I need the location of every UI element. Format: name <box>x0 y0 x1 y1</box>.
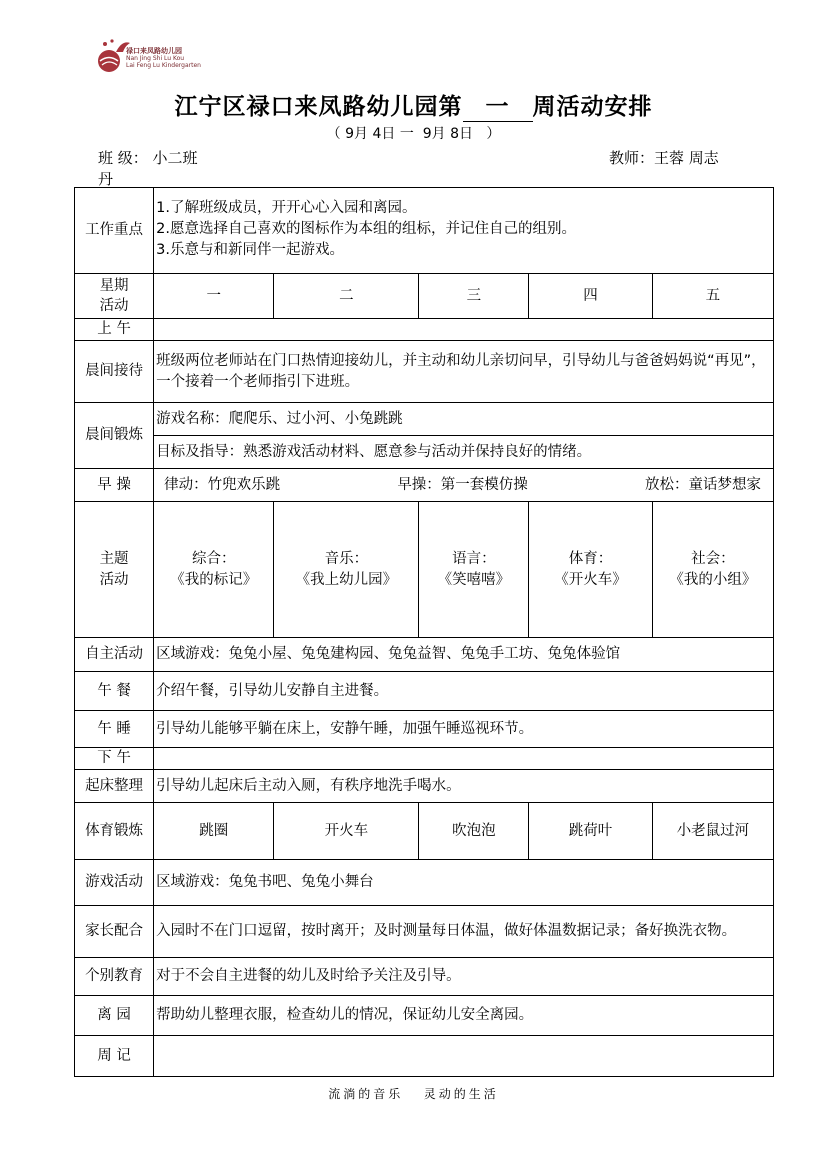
pe-label: 体育锻炼 <box>75 803 154 860</box>
table-row <box>75 906 774 958</box>
theme-subject: 语言： <box>452 550 496 567</box>
table-row <box>75 770 774 803</box>
weekday-label-top: 星期 <box>99 278 129 294</box>
theme-title: 《我的小组》 <box>669 571 757 588</box>
table-row <box>75 672 774 711</box>
game-label: 游戏活动 <box>75 860 154 906</box>
pm-empty <box>154 748 774 770</box>
theme-title: 《我上幼儿园》 <box>295 571 398 588</box>
table-row <box>75 188 774 274</box>
notes-label: 周 记 <box>75 1036 154 1077</box>
weekday-mon: 一 <box>154 274 274 319</box>
leave-text: 帮助幼儿整理衣服，检查幼儿的情况，保证幼儿安全离园。 <box>154 996 774 1036</box>
pe-tue: 开火车 <box>274 803 419 860</box>
parent-label: 家长配合 <box>75 906 154 958</box>
week-number: 一 <box>463 88 533 122</box>
theme-subject: 体育： <box>568 550 613 567</box>
weekday-label-bottom: 活动 <box>99 298 129 314</box>
nap-text: 引导幼儿能够平躺在床上，安静午睡，加强午睡巡视环节。 <box>154 711 774 748</box>
theme-label <box>75 502 154 638</box>
wake-text: 引导幼儿起床后主动入厕，有秩序地洗手喝水。 <box>154 770 774 803</box>
parent-text: 入园时不在门口逗留，按时离开；及时测量每日体温，做好体温数据记录；备好换洗衣物。 <box>154 906 774 958</box>
theme-wed <box>419 502 529 638</box>
table-row <box>75 958 774 996</box>
class-info: 班 级： 小二班 <box>98 149 198 167</box>
title-suffix: 周活动安排 <box>532 94 653 120</box>
teacher-info-wrap: 丹 <box>98 170 114 188</box>
morning-exercise-content <box>154 469 774 502</box>
pm-label: 下 午 <box>75 748 154 770</box>
theme-title: 《笑嘻嘻》 <box>437 571 511 588</box>
logo-name-cn: 禄口来凤路幼儿园 <box>126 47 182 55</box>
notes-text <box>154 1036 774 1077</box>
table-row <box>75 502 774 638</box>
arrival-label: 晨间接待 <box>75 341 154 403</box>
focus-item: 3.乐意与和新同伴一起游戏。 <box>156 242 344 258</box>
date-range: （ 9月 4日 一 9月 8日 ） <box>326 126 501 142</box>
morning-exercise-rhythm: 律动：竹兜欢乐跳 <box>164 476 281 493</box>
table-row <box>75 996 774 1036</box>
focus-label: 工作重点 <box>75 188 154 274</box>
am-label: 上 午 <box>75 319 154 341</box>
morning-exercise-main: 早操：第一套模仿操 <box>397 476 528 493</box>
logo-name-en1: Nan Jing Shi Lu Kou <box>126 55 185 62</box>
pe-fri: 小老鼠过河 <box>652 803 773 860</box>
morning-exercise-relax: 放松：童话梦想家 <box>644 476 761 493</box>
lunch-text: 介绍午餐，引导幼儿安静自主进餐。 <box>154 672 774 711</box>
exercise-games: 游戏名称：爬爬乐、过小河、小兔跳跳 <box>154 403 774 436</box>
theme-mon <box>154 502 274 638</box>
teacher-info: 教师：王蓉 周志 <box>609 149 719 167</box>
table-row <box>75 319 774 341</box>
weekday-thu: 四 <box>529 274 652 319</box>
focus-content <box>154 188 774 274</box>
weekday-wed: 三 <box>419 274 529 319</box>
lunch-label: 午 餐 <box>75 672 154 711</box>
individual-text: 对于不会自主进餐的幼儿及时给予关注及引导。 <box>154 958 774 996</box>
wake-label: 起床整理 <box>75 770 154 803</box>
exercise-goal: 目标及指导：熟悉游戏活动材料、愿意参与活动并保持良好的情绪。 <box>154 436 774 469</box>
focus-item: 2.愿意选择自己喜欢的图标作为本组的组标，并记住自己的组别。 <box>156 221 576 237</box>
logo-name-en2: Lai Feng Lu Kindergarten <box>126 62 201 69</box>
table-row <box>75 860 774 906</box>
theme-subject: 社会： <box>691 550 735 567</box>
theme-thu <box>529 502 652 638</box>
morning-exercise-label: 早 操 <box>75 469 154 502</box>
weekday-label <box>75 274 154 319</box>
table-row <box>75 803 774 860</box>
free-activity-text: 区域游戏：兔兔小屋、兔兔建构园、兔兔益智、兔兔手工坊、兔兔体验馆 <box>154 638 774 672</box>
arrival-text: 班级两位老师站在门口热情迎接幼儿，并主动和幼儿亲切问早，引导幼儿与爸爸妈妈说“再见”，一个接着一个老师指引下进班。 <box>154 341 774 403</box>
theme-title: 《开火车》 <box>554 571 627 588</box>
weekday-fri: 五 <box>652 274 773 319</box>
theme-title: 《我的标记》 <box>170 571 258 588</box>
page-title <box>0 88 827 122</box>
game-text: 区域游戏：兔兔书吧、兔兔小舞台 <box>154 860 774 906</box>
table-row <box>75 341 774 403</box>
footer-slogan: 流淌的音乐 灵动的生活 <box>328 1087 499 1101</box>
table-row <box>75 748 774 770</box>
table-row <box>75 469 774 502</box>
table-row <box>75 274 774 319</box>
theme-label-bottom: 活动 <box>99 571 129 588</box>
kindergarten-logo <box>96 34 206 74</box>
theme-tue <box>274 502 419 638</box>
am-empty <box>154 319 774 341</box>
individual-label: 个别教育 <box>75 958 154 996</box>
pe-wed: 吹泡泡 <box>419 803 529 860</box>
leave-label: 离 园 <box>75 996 154 1036</box>
exercise-label: 晨间锻炼 <box>75 403 154 469</box>
table-row <box>75 403 774 436</box>
theme-subject: 综合： <box>192 550 236 567</box>
schedule-table <box>74 187 774 1077</box>
table-row <box>75 436 774 469</box>
table-row <box>75 711 774 748</box>
title-prefix: 江宁区禄口来凤路幼儿园第 <box>174 94 463 120</box>
pe-thu: 跳荷叶 <box>529 803 652 860</box>
focus-item: 1.了解班级成员，开开心心入园和离园。 <box>156 200 417 216</box>
theme-subject: 音乐： <box>324 550 369 567</box>
table-row <box>75 638 774 672</box>
pe-mon: 跳圈 <box>154 803 274 860</box>
table-row <box>75 1036 774 1077</box>
theme-label-top: 主题 <box>99 550 129 567</box>
theme-fri <box>652 502 773 638</box>
logo-text <box>126 48 201 69</box>
weekday-tue: 二 <box>274 274 419 319</box>
free-activity-label: 自主活动 <box>75 638 154 672</box>
nap-label: 午 睡 <box>75 711 154 748</box>
